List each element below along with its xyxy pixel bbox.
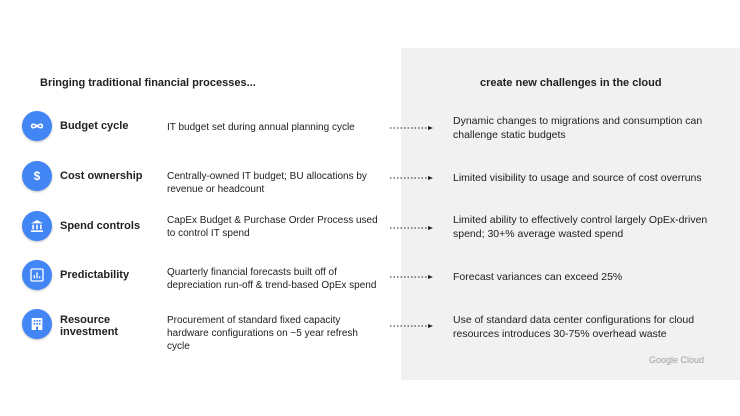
row-description: Quarterly financial forecasts built off of depreciation run-off & trend-based OpEx spend [167, 267, 377, 291]
row-challenge: Forecast variances can exceed 25% [453, 271, 623, 283]
row-description: IT budget set during annual planning cycle [167, 122, 355, 133]
dotted-arrow [390, 176, 434, 180]
row-resource-investment [0, 304, 740, 352]
row-spend-controls [0, 206, 740, 250]
row-challenge: Limited visibility to usage and source of cost overruns [453, 172, 702, 184]
row-predictability [0, 255, 740, 299]
row-cost-ownership [0, 156, 740, 200]
infinity-icon [22, 111, 52, 141]
row-description: Centrally-owned IT budget; BU allocations by revenue or headcount [167, 171, 367, 195]
row-title: Budget cycle [60, 120, 129, 132]
dotted-arrow [390, 126, 434, 130]
dotted-arrow [390, 226, 434, 230]
row-challenge: Dynamic changes to migrations and consumption can challenge static budgets [453, 115, 703, 141]
row-challenge: Limited ability to effectively control largely OpEx-driven spend; 30+% average wasted spend [453, 214, 708, 240]
svg-text:$: $ [33, 169, 41, 183]
dotted-arrow [390, 324, 434, 328]
dollar-icon [22, 161, 52, 191]
building-icon [22, 309, 52, 339]
dotted-arrow [390, 275, 434, 279]
row-description: CapEx Budget & Purchase Order Process used to control IT spend [167, 215, 378, 239]
left-heading: Bringing traditional financial processes... [40, 77, 256, 89]
row-description: Procurement of standard fixed capacity hardware configurations on ~5 year refresh cycle [167, 315, 358, 352]
bank-icon [22, 211, 52, 241]
row-title: Resource investment [60, 314, 119, 338]
google-cloud-logo: Google Cloud [649, 355, 705, 365]
row-budget-cycle [0, 106, 740, 150]
bar-chart-icon [22, 260, 52, 290]
row-challenge: Use of standard data center configurations for cloud resources introduces 30-75% overhead waste [453, 314, 695, 340]
row-title: Cost ownership [60, 170, 143, 182]
right-heading: create new challenges in the cloud [480, 77, 662, 89]
row-title: Predictability [60, 269, 130, 281]
row-title: Spend controls [60, 220, 141, 232]
